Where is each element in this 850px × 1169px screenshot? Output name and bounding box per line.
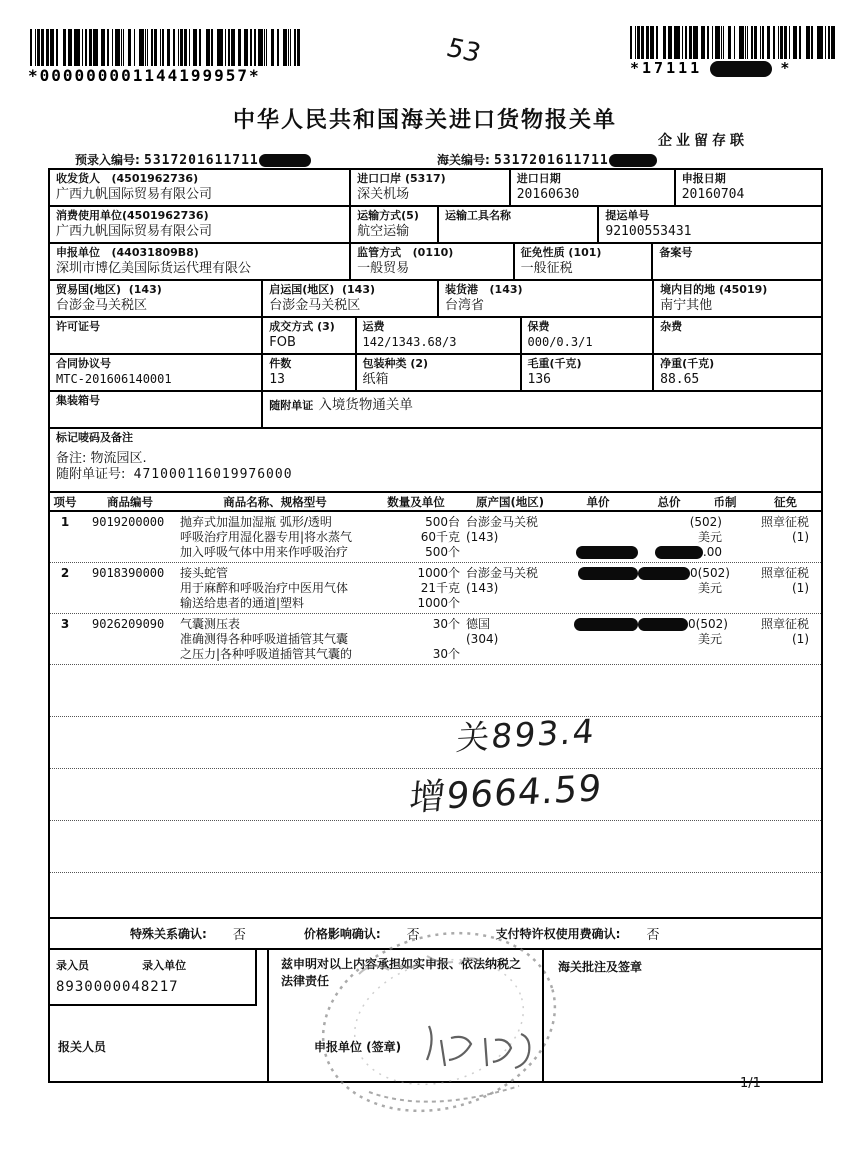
col-header-levy-mode: 征免 (774, 494, 797, 509)
empty-goods-line (50, 665, 821, 717)
row-trade-country (50, 279, 821, 316)
declare-unit-seal-label: 申报单位 (签章) (314, 1040, 402, 1054)
field-label: 成交方式 (3) (269, 320, 335, 333)
field-container-no (50, 392, 261, 427)
royalty-fee-value: 否 (646, 928, 660, 943)
barcode-right-prefix: *17111 (630, 59, 703, 77)
field-value: 纸箱 (362, 372, 389, 387)
goods-row-1 (50, 512, 821, 563)
broker-label: 报关人员 (58, 1040, 107, 1054)
item-levy (722, 566, 821, 611)
label-code: (4501962736) (111, 172, 199, 185)
label-code: (143) (489, 283, 523, 296)
origin-line: (304) (466, 632, 499, 646)
field-declare-date (674, 170, 821, 205)
col-header-quantity-unit: 数量及单位 (387, 494, 445, 509)
item-unit-price (558, 566, 638, 611)
empty-goods-line (50, 821, 821, 873)
marks-doc-no-line (56, 467, 817, 483)
label-text: 启运国(地区) (269, 283, 335, 296)
label-code: (143) (128, 283, 162, 296)
field-gross-weight (520, 355, 653, 390)
field-packages (261, 355, 354, 390)
field-import-port (349, 170, 509, 205)
origin-line: 德国 (466, 617, 491, 631)
price-influence-value: 否 (406, 928, 420, 943)
entry-clerk-label: 录入员 (56, 959, 89, 972)
item-levy (722, 515, 821, 560)
field-supervision-mode (349, 244, 512, 279)
qty-line: 21千克 (420, 581, 460, 595)
item-quantity (370, 566, 462, 611)
item-code: 9026209090 (92, 617, 165, 631)
label-code: (101) (568, 246, 602, 259)
redaction-mark (609, 154, 657, 167)
currency-name: 美元 (697, 530, 722, 544)
label-text: 随附单证 (269, 399, 314, 412)
field-transport-tool (437, 207, 597, 242)
total-suffix: 0(502) (690, 566, 730, 580)
qty-line: 1000个 (417, 566, 460, 580)
customs-number (437, 151, 657, 168)
field-label (357, 246, 508, 260)
price-influence-label: 价格影响确认: (303, 927, 381, 941)
currency-code: (502) (689, 515, 722, 529)
field-value: 航空运输 (357, 224, 410, 239)
label-text: 征免性质 (520, 246, 565, 259)
label-code: (5317) (404, 172, 446, 185)
item-total-currency (638, 617, 728, 662)
field-loading-port (437, 281, 652, 316)
field-contract-no (50, 355, 261, 390)
item-total-currency (638, 515, 722, 560)
field-import-date (509, 170, 674, 205)
goods-table-body (50, 512, 821, 917)
entry-box (50, 950, 257, 1006)
field-label: 毛重(千克) (527, 357, 582, 370)
row-marks-remarks (50, 427, 821, 491)
declaration-form-table (48, 168, 823, 1083)
redaction-mark (710, 61, 772, 77)
field-label: 备案号 (659, 246, 693, 259)
pre-entry-label: 预录入编号: (75, 153, 140, 167)
field-value: 台湾省 (445, 298, 485, 313)
field-departure-country (261, 281, 437, 316)
confirmations-row (50, 917, 821, 948)
field-label: 提运单号 (605, 209, 650, 222)
total-suffix: .00 (702, 545, 722, 559)
qty-line: 500个 (425, 545, 460, 559)
field-value: 一般征税 (520, 261, 573, 276)
field-value: FOB (269, 335, 296, 350)
levy-line: (1) (792, 632, 809, 646)
declaration-line: 兹申明对以上内容承担如实申报、依法纳税之 (281, 957, 522, 971)
handwritten-vat: 增9664.59 (407, 768, 604, 820)
field-label: 集装箱号 (56, 394, 100, 407)
row-declare-unit (50, 242, 821, 279)
label-code: (44031809B8) (111, 246, 199, 259)
item-no: 2 (60, 566, 70, 580)
origin-line: (143) (466, 530, 499, 544)
field-label: 运输工具名称 (445, 209, 512, 222)
field-net-weight (652, 355, 821, 390)
col-header-commodity-code: 商品编号 (107, 494, 153, 509)
field-package-type (355, 355, 520, 390)
redaction-mark (576, 546, 638, 559)
item-no: 3 (60, 617, 70, 631)
qty-line (370, 632, 460, 647)
origin-line: 台澎金马关税 (466, 566, 539, 580)
field-bill-no (597, 207, 821, 242)
entry-number: 8930000048217 (56, 979, 179, 995)
field-license-no (50, 318, 261, 353)
field-trade-country (50, 281, 261, 316)
field-value (56, 334, 257, 351)
field-label: 运费 (362, 320, 385, 333)
attached-docs-line (269, 394, 817, 414)
field-freight (355, 318, 520, 353)
field-value: 台澎金马关税区 (269, 298, 361, 313)
field-label: 杂费 (660, 320, 683, 333)
field-label: 净重(千克) (660, 357, 715, 370)
field-value: 000/0.3/1 (527, 335, 593, 349)
pre-entry-number (75, 151, 311, 168)
field-label (56, 209, 345, 223)
barcode-left-number: *000000001144199957* (28, 66, 261, 85)
label-code: (45019) (718, 283, 768, 296)
redaction-mark (574, 618, 638, 631)
marks-remark: 备注: 物流园区. (56, 451, 147, 466)
item-unit-price (558, 617, 638, 662)
field-label (521, 246, 648, 260)
field-label (269, 283, 433, 297)
special-relation-value: 否 (232, 928, 246, 943)
item-no: 1 (60, 515, 70, 529)
field-value: 深圳市博亿美国际货运代理有限公 (56, 261, 252, 276)
field-value: 广西九帆国际贸易有限公司 (56, 224, 213, 239)
barcode-right (630, 26, 838, 59)
item-origin (462, 566, 558, 611)
field-transport-mode (349, 207, 437, 242)
levy-line: (1) (792, 581, 809, 595)
field-transaction-mode (261, 318, 354, 353)
field-value: 136 (527, 372, 551, 387)
field-marks (50, 429, 821, 491)
field-label: 合同协议号 (56, 357, 111, 370)
field-value (659, 260, 817, 277)
field-value: 88.65 (660, 372, 700, 387)
item-quantity (370, 617, 462, 662)
item-name (180, 566, 370, 611)
item-name (180, 515, 370, 560)
item-quantity (370, 515, 462, 560)
item-name (180, 617, 370, 662)
field-value: 广西九帆国际贸易有限公司 (56, 187, 213, 202)
qty-line: 30个 (432, 617, 460, 631)
barcode-left (30, 29, 300, 66)
field-value (56, 408, 257, 425)
label-code: (143) (341, 283, 376, 296)
field-insurance (520, 318, 653, 353)
field-declare-unit (50, 244, 349, 279)
declaration-text (269, 950, 542, 990)
handwritten-tax-figures (407, 705, 609, 822)
currency-name: 美元 (697, 632, 722, 646)
field-destination (652, 281, 821, 316)
redaction-mark (638, 567, 690, 580)
field-label (56, 246, 345, 260)
qty-line: 60千克 (420, 530, 460, 544)
empty-goods-line (50, 873, 821, 921)
field-label: 进口日期 (516, 172, 561, 185)
document-title: 中华人民共和国海关进口货物报关单 (232, 108, 617, 133)
entry-unit-label: 录入单位 (142, 959, 187, 972)
row-consignee (50, 170, 821, 205)
field-value: 142/1343.68/3 (362, 335, 457, 349)
field-consumer-unit (50, 207, 349, 242)
qty-line: 500台 (425, 515, 460, 529)
qty-line: 30个 (432, 647, 460, 661)
col-header-origin-country: 原产国(地区) (475, 494, 544, 509)
field-label (357, 172, 505, 186)
redaction-mark (655, 546, 703, 559)
label-code: (4501962736) (122, 209, 209, 222)
row-consumer-unit (50, 205, 821, 242)
declaration-cell (267, 950, 542, 1081)
field-value: MTC-201606140001 (56, 372, 172, 386)
declaration-line: 法律责任 (281, 974, 330, 988)
field-value: 13 (269, 372, 285, 387)
handwritten-duty: 关893.4 (454, 711, 598, 758)
col-header-commodity-name: 商品名称、规格型号 (223, 494, 327, 509)
name-line: 加入呼吸气体中用来作呼吸治疗 (180, 545, 349, 559)
label-text: 装货港 (445, 283, 479, 296)
field-value (660, 334, 817, 351)
handwritten-page-mark: 53 (442, 33, 485, 69)
field-misc-fees (652, 318, 821, 353)
barcode-right-number (630, 58, 789, 77)
field-value: 20160704 (681, 187, 745, 202)
name-line: 用于麻醉和呼吸治疗中医用气体 (180, 581, 349, 595)
signature-section (50, 948, 821, 1081)
label-text: 收发货人 (56, 172, 100, 185)
item-code: 9019200000 (92, 515, 165, 529)
origin-line: (143) (466, 581, 499, 595)
levy-line: 照章征税 (760, 566, 809, 580)
redaction-mark (638, 618, 688, 631)
name-line: 抛弃式加温加湿瓶 弧形/透明 (180, 515, 332, 529)
copy-label: 企业留存联 (658, 133, 748, 149)
field-label (445, 283, 648, 297)
row-container (50, 390, 821, 427)
field-label: 包装种类 (2) (362, 357, 429, 370)
goods-row-2 (50, 563, 821, 614)
row-contract (50, 353, 821, 390)
item-levy (722, 617, 821, 662)
field-label: 标记唛码及备注 (56, 431, 133, 444)
name-line: 输送给患者的通道|塑料 (180, 596, 305, 610)
field-value: 台澎金马关税区 (56, 298, 148, 313)
col-header-total-price: 总价 (657, 494, 681, 509)
field-value: 20160630 (516, 187, 580, 202)
field-value: 入境货物通关单 (318, 397, 413, 413)
field-label: 申报日期 (681, 172, 726, 185)
name-line: 之压力|各种呼吸道插管其气囊的 (180, 647, 353, 661)
doc-no-value: 471000116019976000 (133, 467, 293, 482)
field-label: 运输方式(5) (357, 209, 419, 222)
barcode-right-star: * (780, 59, 790, 77)
col-header-unit-price: 单价 (586, 494, 610, 509)
item-total-currency (638, 566, 730, 611)
name-line: 呼吸治疗用湿化器专用|将水蒸气 (180, 530, 353, 544)
field-label (56, 283, 257, 297)
col-header-currency: 币制 (713, 494, 737, 509)
page-number: 1/1 (740, 1076, 761, 1091)
row-license (50, 316, 821, 353)
field-value: 深关机场 (357, 187, 410, 202)
field-record-no (651, 244, 821, 279)
qty-line: 1000个 (417, 596, 460, 610)
levy-line: 照章征税 (760, 617, 809, 631)
goods-table-header (50, 491, 821, 512)
entry-cell (50, 950, 267, 1081)
origin-line: 台澎金马关税 (466, 515, 539, 529)
field-label: 许可证号 (56, 320, 100, 333)
customs-no-label: 海关编号: (437, 153, 490, 167)
field-label: 件数 (269, 357, 292, 370)
label-text: 申报单位 (56, 246, 100, 259)
label-text: 进口口岸 (357, 172, 402, 185)
item-origin (462, 515, 558, 560)
name-line: 接头蛇管 (180, 566, 229, 580)
special-relation-label: 特殊关系确认: (130, 927, 207, 941)
field-consignee (50, 170, 349, 205)
customs-notes-label: 海关批注及签章 (558, 960, 643, 974)
name-line: 气囊测压表 (180, 617, 241, 631)
label-text: 境内目的地 (660, 283, 716, 296)
label-code: (0110) (412, 246, 454, 259)
label-text: 随附单证号: (56, 467, 126, 482)
redaction-mark (578, 567, 638, 580)
label-text: 监管方式 (357, 246, 402, 259)
field-label: 保费 (527, 320, 550, 333)
col-header-item-no: 项号 (53, 494, 77, 509)
field-label (660, 283, 817, 297)
royalty-fee-label: 支付特许权使用费确认: (495, 927, 621, 941)
name-line: 准确测得各种呼吸道插管其气囊 (180, 632, 349, 646)
field-levy-nature (513, 244, 652, 279)
label-text: 贸易国(地区) (56, 283, 122, 296)
item-origin (462, 617, 558, 662)
field-label (56, 172, 345, 186)
field-value: 一般贸易 (357, 261, 410, 276)
customs-notes-cell (542, 950, 821, 1081)
field-value (445, 223, 593, 240)
pre-entry-value: 5317201611711 (144, 153, 259, 168)
goods-row-3 (50, 614, 821, 665)
field-attached-docs (261, 392, 821, 427)
label-text: 消费使用单位 (56, 209, 122, 222)
levy-line: (1) (792, 530, 809, 544)
currency-name: 美元 (697, 581, 722, 595)
item-code: 9018390000 (92, 566, 165, 580)
total-suffix: 0(502) (688, 617, 728, 631)
redaction-mark (259, 154, 311, 167)
customs-no-value: 5317201611711 (494, 153, 609, 168)
item-unit-price (558, 515, 638, 560)
field-value: 南宁其他 (660, 298, 713, 313)
levy-line: 照章征税 (760, 515, 809, 529)
field-value: 92100553431 (605, 224, 692, 239)
